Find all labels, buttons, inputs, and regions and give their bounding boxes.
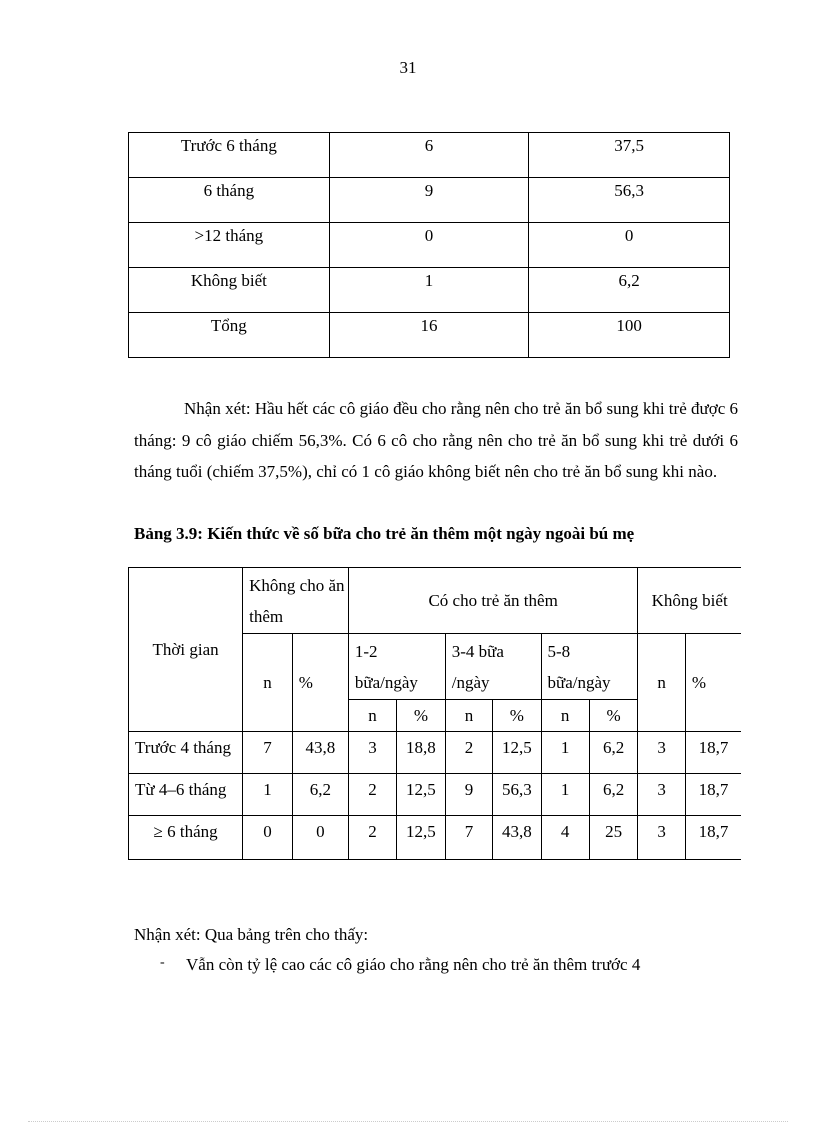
page-divider: [28, 1121, 788, 1122]
table-cell: 3: [348, 732, 396, 774]
table-cell: 6,2: [529, 268, 730, 313]
table-cell: 2: [348, 816, 396, 860]
table-cell: 7: [243, 732, 293, 774]
table-cell: 6: [329, 133, 529, 178]
table-cell: 56,3: [529, 178, 730, 223]
table-cell: 18,7: [685, 732, 741, 774]
table-cell: 9: [445, 774, 493, 816]
header-no-extra: Không cho ăn thêm: [243, 568, 349, 634]
table-cell: 1: [329, 268, 529, 313]
table-cell: 0: [329, 223, 529, 268]
table-row: [129, 816, 742, 860]
header-pct: %: [397, 700, 446, 732]
table-cell: Trước 6 tháng: [129, 133, 330, 178]
table-cell: 0: [529, 223, 730, 268]
table-cell: 6,2: [589, 732, 638, 774]
table-cell: 43,8: [493, 816, 541, 860]
header-time: Thời gian: [129, 568, 243, 732]
header-n: n: [638, 634, 686, 732]
table-cell: Không biết: [129, 268, 330, 313]
row-time: Từ 4–6 tháng: [129, 774, 243, 816]
table-cell: 6,2: [589, 774, 638, 816]
table-row: [129, 732, 742, 774]
header-unknown: Không biết: [638, 568, 741, 634]
row-time: ≥ 6 tháng: [129, 816, 243, 860]
table-cell: 7: [445, 816, 493, 860]
header-n: n: [348, 700, 396, 732]
table-cell: 12,5: [493, 732, 541, 774]
table-row: [129, 223, 730, 268]
header-meals-3-4: 3-4 bữa /ngày: [445, 634, 541, 700]
note-title: Nhận xét: Qua bảng trên cho thấy:: [134, 925, 369, 944]
bullet-marker: -: [160, 955, 165, 970]
table-cell: 0: [292, 816, 348, 860]
table-cell: >12 tháng: [129, 223, 330, 268]
paragraph-line: Nhận xét: Hầu hết các cô giáo đều cho rằng nên cho trẻ ăn bổ sung khi trẻ: [184, 399, 687, 418]
table-cell: 9: [329, 178, 529, 223]
timing-table: [128, 132, 730, 358]
table-cell: 37,5: [529, 133, 730, 178]
header-meals-1-2: 1-2 bữa/ngày: [348, 634, 445, 700]
header-pct: %: [685, 634, 741, 732]
table-cell: Tổng: [129, 313, 330, 358]
table-cell: 6,2: [292, 774, 348, 816]
table-cell: 12,5: [397, 774, 446, 816]
table-cell: 2: [348, 774, 396, 816]
table-cell: 1: [541, 732, 589, 774]
table-cell: 18,7: [685, 816, 741, 860]
table-cell: 12,5: [397, 816, 446, 860]
header-pct: %: [292, 634, 348, 732]
header-n: n: [445, 700, 493, 732]
table-caption: Bảng 3.9: Kiến thức về số bữa cho trẻ ăn thêm một ngày ngoài bú mẹ: [134, 524, 635, 543]
table-cell: 56,3: [493, 774, 541, 816]
header-meals-5-8: 5-8 bữa/ngày: [541, 634, 638, 700]
page-number: 31: [399, 58, 417, 77]
table-row: [129, 313, 730, 358]
header-pct: %: [493, 700, 541, 732]
table-cell: 2: [445, 732, 493, 774]
table-cell: 3: [638, 774, 686, 816]
table-row: [129, 268, 730, 313]
table-cell: 43,8: [292, 732, 348, 774]
table-cell: 0: [243, 816, 293, 860]
header-has-extra: Có cho trẻ ăn thêm: [348, 568, 637, 634]
meals-table: [128, 567, 741, 860]
table-cell: 18,7: [685, 774, 741, 816]
table-row: [129, 774, 742, 816]
paragraph-line: được 6 tháng: 9 cô giáo chiếm 56,3%. Có 6 cô cho rằng nên cho trẻ ăn bổ sung: [134, 399, 738, 450]
table-cell: 18,8: [397, 732, 446, 774]
table-cell: 25: [589, 816, 638, 860]
header-n: n: [541, 700, 589, 732]
header-n: n: [243, 634, 293, 732]
table-cell: 100: [529, 313, 730, 358]
paragraph-commentary: [134, 393, 738, 488]
table-cell: 1: [243, 774, 293, 816]
table-cell: 3: [638, 732, 686, 774]
table-cell: 6 tháng: [129, 178, 330, 223]
bullet-text: Vẫn còn tỷ lệ cao các cô giáo cho rằng nên cho trẻ ăn thêm trước 4: [186, 955, 641, 974]
table-cell: 4: [541, 816, 589, 860]
table-row: [129, 178, 730, 223]
table-row: [129, 133, 730, 178]
paragraph-line: khi trẻ dưới 6 tháng tuổi (chiếm 37,5%), chỉ có 1 cô giáo không biết nên cho trẻ: [134, 430, 738, 481]
row-time: Trước 4 tháng: [129, 732, 243, 774]
table-cell: 3: [638, 816, 686, 860]
header-pct: %: [589, 700, 638, 732]
table-header-row: [129, 568, 742, 634]
table-cell: 16: [329, 313, 529, 358]
table-cell: 1: [541, 774, 589, 816]
paragraph-line: ăn bổ sung khi nào.: [584, 462, 718, 481]
